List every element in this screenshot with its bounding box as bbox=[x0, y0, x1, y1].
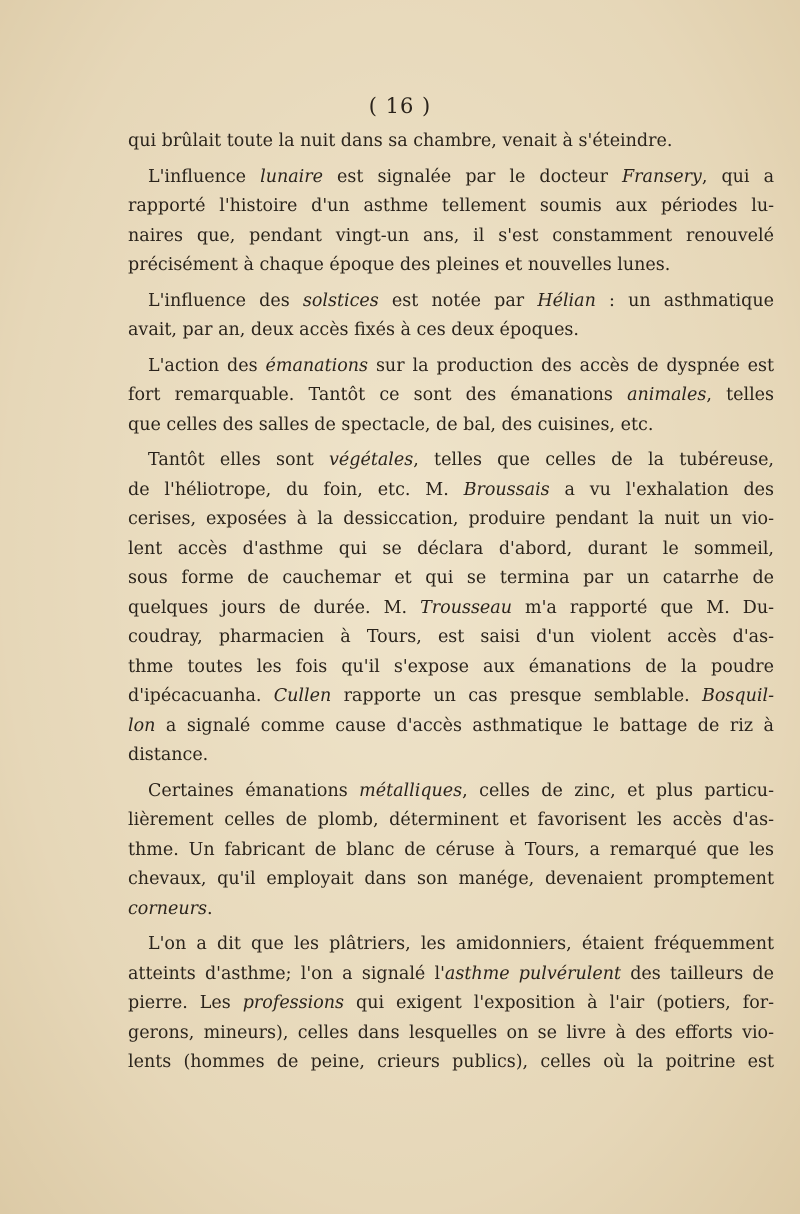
italic-term: asthme pulvérulent bbox=[444, 963, 621, 984]
text-line bbox=[128, 287, 774, 317]
text-line bbox=[128, 930, 774, 960]
text-line bbox=[128, 806, 774, 836]
italic-term: Fransery bbox=[622, 166, 702, 187]
text-run: lièrement celles de plomb, déterminent et favorisent les accès d'as- bbox=[128, 810, 774, 830]
italic-term: Hélian bbox=[537, 290, 596, 311]
text-line bbox=[128, 192, 774, 222]
text-line bbox=[128, 316, 774, 346]
text-line bbox=[128, 411, 774, 441]
text-line bbox=[128, 836, 774, 866]
text-run: . bbox=[206, 898, 213, 919]
text-line bbox=[128, 381, 774, 411]
italic-term: animales bbox=[627, 385, 707, 405]
text-run: thme. Un fabricant de blanc de céruse à Tours, a remarqué que les bbox=[128, 839, 774, 860]
text-run: est signalée par le docteur bbox=[322, 166, 623, 187]
paragraph bbox=[128, 446, 774, 771]
text-line bbox=[128, 594, 774, 624]
text-line bbox=[128, 960, 774, 990]
text-run: distance. bbox=[128, 745, 209, 765]
text-line bbox=[128, 865, 774, 895]
text-run: qui brûlait toute la nuit dans sa chambre, venait à s'éteindre. bbox=[128, 131, 673, 151]
text-run: rapporte un cas presque semblable. bbox=[331, 686, 703, 706]
text-line bbox=[128, 682, 774, 712]
text-run: que celles des salles de spectacle, de bal, des cuisines, etc. bbox=[128, 414, 654, 435]
paragraph bbox=[128, 352, 774, 441]
italic-term: professions bbox=[242, 993, 345, 1013]
text-run: Tantôt elles sont bbox=[148, 450, 330, 470]
text-line bbox=[128, 251, 774, 281]
text-run: m'a rapporté que M. Du- bbox=[512, 597, 774, 618]
paragraph bbox=[128, 127, 774, 157]
paragraph bbox=[128, 163, 774, 281]
text-run: a signalé comme cause d'accès asthmatique le battage de riz à bbox=[155, 715, 774, 736]
italic-term: Cullen bbox=[273, 686, 332, 706]
text-line bbox=[128, 352, 774, 382]
text-run: Certaines émanations bbox=[148, 780, 360, 801]
text-run: L'influence des bbox=[148, 290, 303, 311]
paragraph bbox=[128, 287, 774, 346]
text-run: coudray, pharmacien à Tours, est saisi d'un violent accès d'as- bbox=[128, 627, 774, 647]
text-run: , qui a bbox=[701, 166, 775, 187]
text-run: précisément à chaque époque des pleines et nouvelles lunes. bbox=[128, 255, 671, 275]
text-run: sous forme de cauchemar et qui se termina par un catarrhe de bbox=[128, 568, 774, 588]
text-run: lents (hommes de peine, crieurs publics), celles où la poitrine est bbox=[128, 1052, 774, 1072]
text-line bbox=[128, 127, 774, 157]
italic-term: solstices bbox=[302, 290, 379, 311]
text-line bbox=[128, 222, 774, 252]
text-run: a vu l'exhalation des bbox=[549, 479, 774, 500]
text-run: qui exigent l'exposition à l'air (potiers, for- bbox=[344, 993, 775, 1013]
text-line bbox=[128, 777, 774, 807]
italic-term: Broussais bbox=[463, 479, 550, 500]
italic-term: lon bbox=[128, 715, 156, 736]
text-run: gerons, mineurs), celles dans lesquelles on se livre à des efforts vio- bbox=[128, 1022, 774, 1043]
text-run: chevaux, qu'il employait dans son manége, devenaient promptement bbox=[128, 869, 774, 889]
text-run: avait, par an, deux accès fixés à ces deux époques. bbox=[128, 320, 579, 340]
text-line bbox=[128, 741, 774, 771]
paragraph bbox=[128, 930, 774, 1078]
text-run: , telles bbox=[706, 385, 775, 405]
text-line bbox=[128, 653, 774, 683]
text-line bbox=[128, 476, 774, 506]
italic-term: Trousseau bbox=[420, 597, 512, 618]
body-text bbox=[128, 127, 774, 1078]
italic-term: émanations bbox=[265, 355, 369, 376]
italic-term: Bosquil- bbox=[702, 686, 774, 706]
text-run: quelques jours de durée. M. bbox=[128, 597, 421, 618]
text-line bbox=[128, 446, 774, 476]
text-run: naires que, pendant vingt-un ans, il s'est constamment renouvelé bbox=[128, 225, 774, 246]
italic-term: végétales bbox=[329, 450, 414, 470]
italic-term: métalliques bbox=[359, 780, 463, 801]
text-line bbox=[128, 564, 774, 594]
text-line bbox=[128, 1019, 774, 1049]
text-run: rapporté l'histoire d'un asthme tellement soumis aux périodes lu- bbox=[128, 196, 774, 216]
text-run: L'influence bbox=[148, 166, 261, 187]
text-run: : un asthmatique bbox=[595, 290, 774, 311]
text-run: , celles de zinc, et plus particu- bbox=[462, 780, 774, 801]
text-run: pierre. Les bbox=[128, 993, 243, 1013]
text-run: de l'héliotrope, du foin, etc. M. bbox=[128, 479, 464, 500]
text-run: , telles que celles de la tubéreuse, bbox=[413, 450, 774, 470]
text-run: L'action des bbox=[148, 355, 266, 376]
text-line bbox=[128, 163, 774, 193]
text-run: d'ipécacuanha. bbox=[128, 686, 274, 706]
text-line bbox=[128, 989, 774, 1019]
text-line bbox=[128, 712, 774, 742]
text-line bbox=[128, 535, 774, 565]
text-run: est notée par bbox=[378, 290, 538, 311]
text-run: atteints d'asthme; l'on a signalé l' bbox=[128, 963, 445, 984]
text-run: L'on a dit que les plâtriers, les amidonniers, étaient fréquemment bbox=[148, 934, 774, 954]
text-run: thme toutes les fois qu'il s'expose aux émanations de la poudre bbox=[128, 656, 774, 677]
text-run: fort remarquable. Tantôt ce sont des émanations bbox=[128, 385, 628, 405]
paragraph bbox=[128, 777, 774, 925]
text-line bbox=[128, 505, 774, 535]
italic-term: lunaire bbox=[260, 166, 323, 187]
text-run: lent accès d'asthme qui se déclara d'abord, durant le sommeil, bbox=[128, 538, 774, 559]
text-line bbox=[128, 623, 774, 653]
text-line bbox=[128, 1048, 774, 1078]
text-line bbox=[128, 895, 774, 925]
text-run: sur la production des accès de dyspnée est bbox=[368, 355, 774, 376]
text-run: cerises, exposées à la dessiccation, produire pendant la nuit un vio- bbox=[128, 509, 774, 529]
page-number: ( 16 ) bbox=[368, 94, 432, 118]
text-run: des tailleurs de bbox=[621, 963, 774, 984]
italic-term: corneurs bbox=[128, 898, 207, 919]
